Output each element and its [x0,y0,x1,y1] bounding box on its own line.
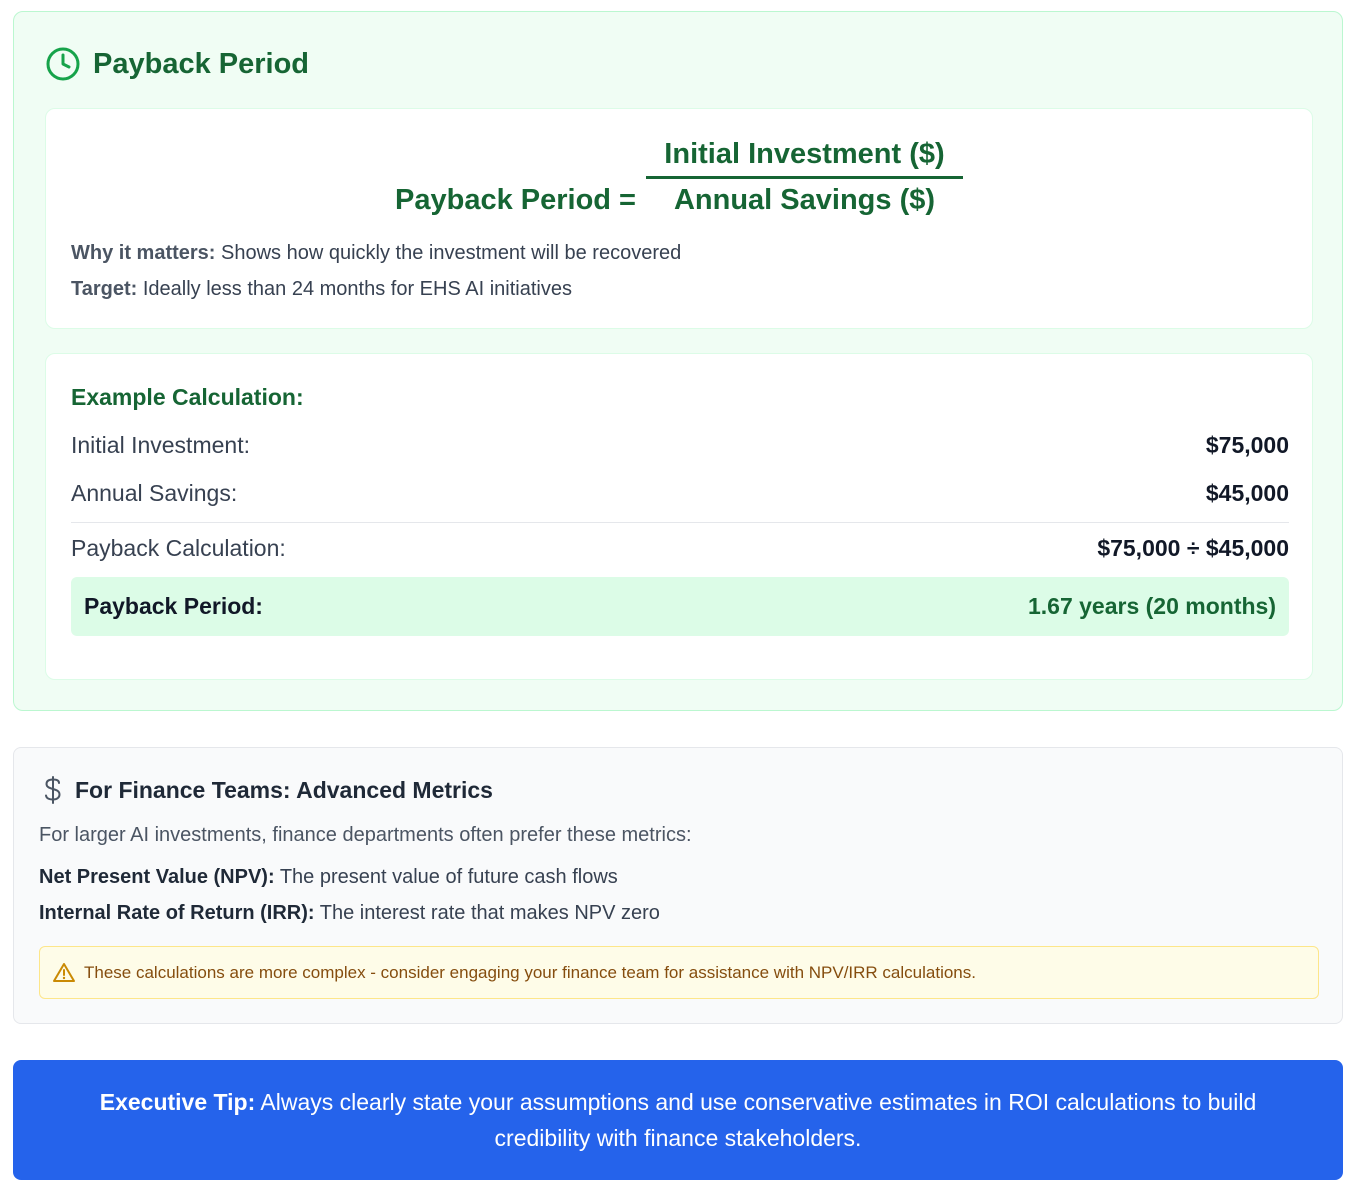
calc-row-value: $45,000 [1205,479,1289,506]
metric-label: Internal Rate of Return (IRR): [39,902,315,924]
formula-denominator: Annual Savings ($) [673,184,936,216]
warning-icon [52,961,76,985]
payback-title: Payback Period [93,47,309,80]
metric-label: Net Present Value (NPV): [39,866,275,888]
tip-label: Executive Tip: [99,1089,256,1115]
payback-result-row [71,577,1289,636]
metric-text: The interest rate that makes NPV zero [314,902,660,924]
why-label: Why it matters: [71,242,216,264]
executive-tip-banner [13,1060,1343,1180]
finance-intro: For larger AI investments, finance departments often prefer these metrics: [39,824,692,846]
target-note [71,278,572,301]
calc-row-value: $75,000 ÷ $45,000 [1097,534,1289,561]
warning-box [39,946,1319,999]
finance-title: For Finance Teams: Advanced Metrics [75,776,493,803]
formula-numerator: Initial Investment ($) [646,138,963,179]
metric-irr [39,902,660,925]
result-label: Payback Period: [84,593,263,619]
formula-lhs: Payback Period = [395,184,636,216]
finance-teams-card [13,747,1343,1024]
dollar-icon [39,775,67,805]
calc-row-annual-savings [71,478,1289,508]
calc-row-label: Initial Investment: [71,431,250,458]
payback-header [45,46,309,82]
target-label: Target: [71,278,138,300]
payback-period-card [13,11,1343,711]
finance-header [39,775,493,805]
example-title: Example Calculation: [71,384,304,410]
why-it-matters-note [71,242,681,265]
calc-divider [71,522,1289,523]
calc-row-initial-investment [71,430,1289,460]
why-text: Shows how quickly the investment will be recovered [215,242,682,264]
tip-text [53,1084,1303,1156]
result-value: 1.67 years (20 months) [1027,593,1276,619]
metric-text: The present value of future cash flows [274,866,618,888]
calc-row-label: Annual Savings: [71,479,238,506]
calc-row-label: Payback Calculation: [71,534,286,561]
calc-row-value: $75,000 [1205,431,1289,458]
tip-body: Always clearly state your assumptions and use conservative estimates in ROI calculations to build credibility with finance stakeholders. [255,1089,1257,1151]
example-calculation-box [45,353,1313,680]
target-text: Ideally less than 24 months for EHS AI initiatives [137,278,572,300]
warning-text: These calculations are more complex - consider engaging your finance team for assistance with NPV/IRR calculations. [84,962,976,982]
clock-icon [45,46,81,82]
formula-box [45,108,1313,329]
metric-npv [39,866,618,889]
calc-row-payback-calculation [71,533,1289,563]
